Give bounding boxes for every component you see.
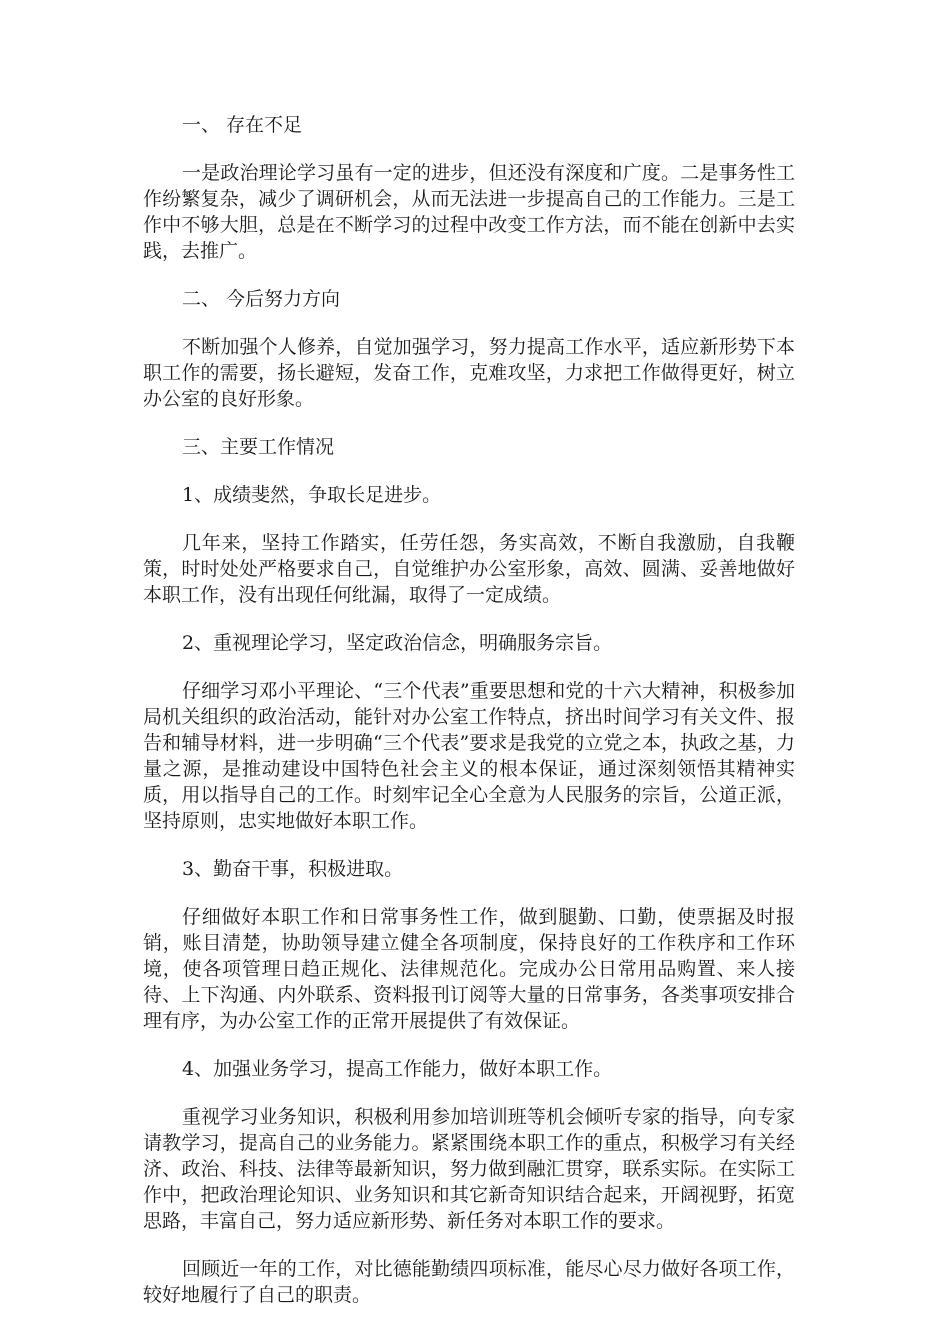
item-heading-business-study: 4、加强业务学习，提高工作能力，做好本职工作。: [182, 1058, 613, 1080]
item-heading-theory-study: 2、重视理论学习，坚定政治信念，明确服务宗旨。: [182, 632, 613, 654]
paragraph-theory-study: 仔细学习邓小平理论、“三个代表”重要思想和党的十六大精神，积极参加局机关组织的政治活动，能针对办公室工作特点，挤出时间学习有关文件、报告和辅导材料，进一步明确“三个代表”要求是我党的立党之本，执政之基，力量之源，是推动建设中国特色社会主义的根本保证，通过深刻领悟其精神实质，用以指导自己的工作。时刻牢记全心全意为人民服务的宗旨，公道正派，坚持原则，忠实地做好本职工作。: [143, 680, 795, 832]
paragraph-diligence: 仔细做好本职工作和日常事务性工作，做到腿勤、口勤，使票据及时报销，账目清楚，协助领导建立健全各项制度，保持良好的工作秩序和工作环境，使各项管理日趋正规化、法律规范化。完成办公日常用品购置、来人接待、上下沟通、内外联系、资料报刊订阅等大量的日常事务，各类事项安排合理有序，为办公室工作的正常开展提供了有效保证。: [143, 906, 795, 1032]
section-heading-future-direction: 二、 今后努力方向: [182, 288, 341, 310]
paragraph-future-direction: 不断加强个人修养，自觉加强学习，努力提高工作水平，适应新形势下本职工作的需要，扬长避短，发奋工作，克难攻坚，力求把工作做得更好，树立办公室的良好形象。: [143, 336, 795, 410]
paragraph-business-study: 重视学习业务知识，积极利用参加培训班等机会倾听专家的指导，向专家请教学习，提高自己的业务能力。紧紧围绕本职工作的重点，积极学习有关经济、政治、科技、法律等最新知识，努力做到融汇贯穿，联系实际。在实际工作中，把政治理论知识、业务知识和其它新奇知识结合起来，开阔视野，拓宽思路，丰富自己，努力适应新形势、新任务对本职工作的要求。: [143, 1106, 795, 1232]
item-heading-diligence: 3、勤奋干事，积极进取。: [182, 858, 404, 880]
item-heading-achievements: 1、成绩斐然，争取长足进步。: [182, 484, 442, 506]
paragraph-shortcomings: 一是政治理论学习虽有一定的进步，但还没有深度和广度。二是事务性工作纷繁复杂，减少了调研机会，从而无法进一步提高自己的工作能力。三是工作中不够大胆，总是在不断学习的过程中改变工作方法，而不能在创新中去实践，去推广。: [143, 162, 795, 262]
section-heading-main-work: 三、主要工作情况: [182, 436, 335, 458]
section-heading-shortcomings: 一、 存在不足: [182, 114, 303, 136]
paragraph-closing: 回顾近一年的工作，对比德能勤绩四项标准，能尽心尽力做好各项工作，较好地履行了自己的职责。: [143, 1258, 795, 1306]
paragraph-achievements: 几年来，坚持工作踏实，任劳任怨，务实高效，不断自我激励，自我鞭策，时时处处严格要求自己，自觉维护办公室形象，高效、圆满、妥善地做好本职工作，没有出现任何纰漏，取得了一定成绩。: [143, 532, 795, 606]
document-body: [143, 112, 795, 1330]
